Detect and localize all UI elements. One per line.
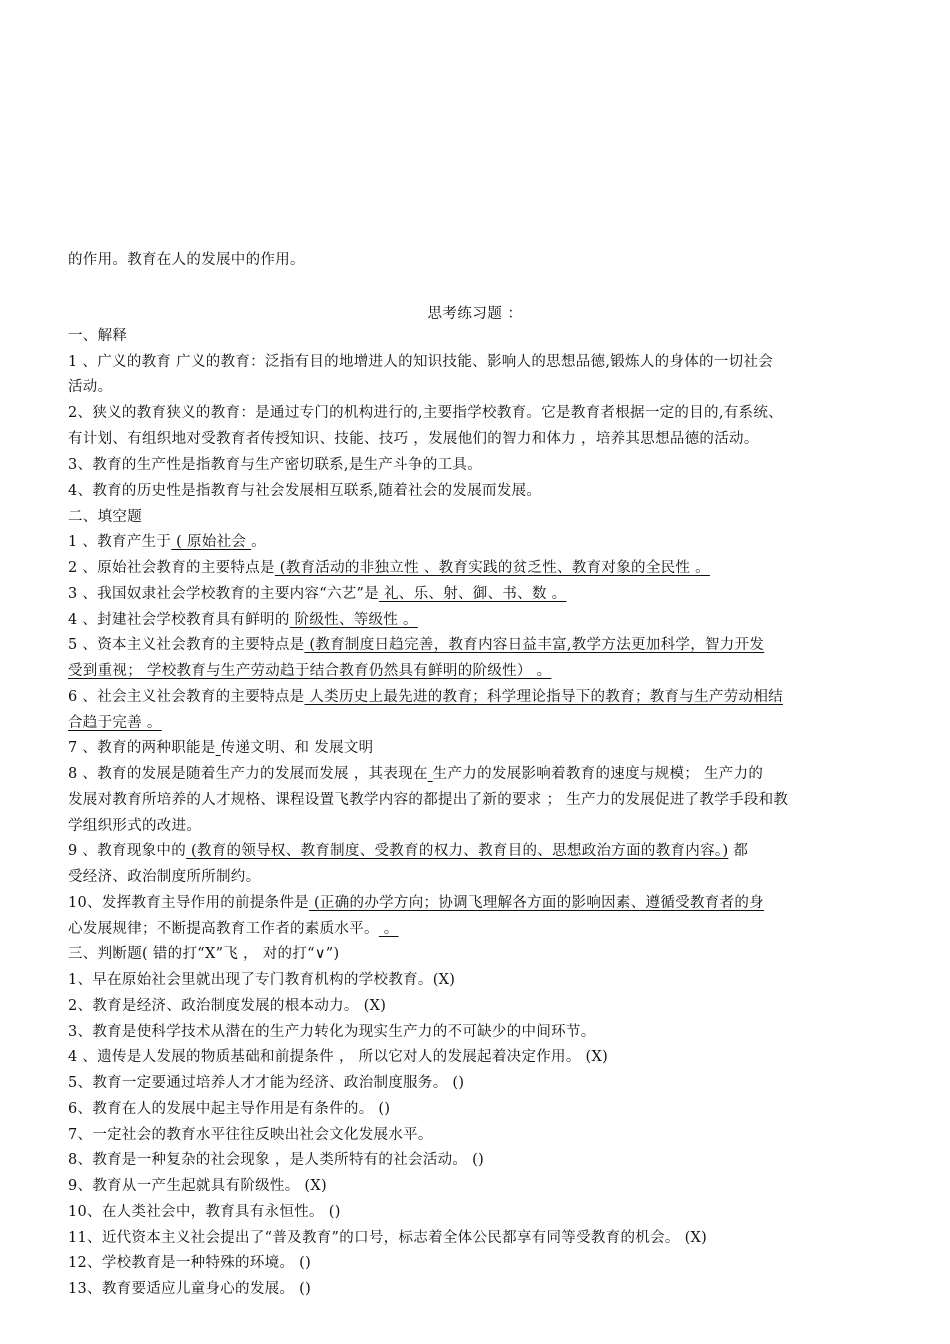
fill-question-5-cont [68,662,888,680]
judge-item: 4 、遗传是人发展的物质基础和前提条件 ， 所以它对人的发展起着决定作用。 (X) [68,1049,609,1065]
judge-item: 3、教育是使科学技术从潜在的生产力转化为现实生产力的不可缺少的中间环节。 [68,1024,596,1040]
judge-item: 1、早在原始社会里就出现了专门教育机构的学校教育。(X) [68,972,456,988]
fill-question-6 [68,688,888,706]
question-text: 9 、教育现象中的 [68,843,187,859]
answer-blank: 合趋于完善 。 [68,715,162,731]
judge-item: 7、一定社会的教育水平往往反映出社会文化发展水平。 [68,1127,433,1143]
answer-blank: (教育的领导权、教育制度、受教育的权力、教育目的、思想政治方面的教育内容。) [186,843,729,859]
definition-1-line-2: 活动。 [68,379,113,395]
fill-question-8-line-2: 发展对教育所培养的人才规格、课程设置飞教学内容的都提出了新的要求 ； 生产力的发展促进了教学手段和教 [68,792,789,808]
answer-blank: 阶级性、等级性 。 [289,612,418,628]
question-text: 8 、教育的发展是随着生产力的发展而发展 ，其表现在 [68,766,428,782]
answer-blank: 礼、乐、射、御、书、数 。 [379,586,567,602]
fill-question-7 [68,739,888,757]
judge-item: 9、教育从一产生起就具有阶级性。 (X) [68,1178,327,1194]
fill-question-8-line-3: 学组织形式的改进。 [68,818,202,834]
judge-item: 2、教育是经济、政治制度发展的根本动力。 (X) [68,998,387,1014]
judge-item: 11、近代资本主义社会提出了“普及教育”的口号，标志着全体公民都享有同等受教育的机会。 (X) [68,1230,708,1246]
judge-item: 6、教育在人的发展中起主导作用是有条件的。 () [68,1101,391,1117]
question-text: 都 [728,843,749,859]
fill-question-2 [68,559,888,577]
question-text: 生产力的发展影响着教育的速度与规模； 生产力的 [432,766,764,782]
definition-2-line-2: 有计划、有组织地对受教育者传授知识、技能、技巧 ，发展他们的智力和体力 ，培养其思想品德的活动。 [68,431,759,447]
fill-question-10-cont [68,920,888,938]
fill-question-1 [68,533,888,551]
fill-question-9 [68,842,888,860]
judge-item: 8、教育是一种复杂的社会现象 ，是人类所特有的社会活动。 () [68,1152,485,1168]
question-text: 10、发挥教育主导作用的前提条件是 [68,895,310,911]
answer-blank: (教育制度日趋完善，教育内容日益丰富,教学方法更加科学，智力开发 [304,637,765,653]
question-text: 3 、我国奴隶社会学校教育的主要内容“六艺”是 [68,586,380,602]
question-text: 心发展规律；不断提高教育工作者的素质水平。 [68,921,379,937]
answer-blank: (正确的办学方向；协调飞理解各方面的影响因素、遵循受教育者的身 [309,895,764,911]
definition-1-line-1: 1 、广义的教育 广义的教育：泛指有目的地增进人的知识技能、影响人的思想品德,锻炼人的身体的一切社会 [68,354,774,370]
definition-2-line-1: 2、狭义的教育狭义的教育：是通过专门的机构进行的,主要指学校教育。它是教育者根据一定的目的,有系统、 [68,405,783,421]
fill-question-8 [68,765,888,783]
answer-blank: (教育活动的非独立性 、教育实践的贫乏性、教育对象的全民性 。 [274,560,710,576]
answer-blank: 受到重视； 学校教育与生产劳动趋于结合教育仍然具有鲜明的阶级性） 。 [68,663,552,679]
question-text: 2 、原始社会教育的主要特点是 [68,560,275,576]
question-text: 6 、社会主义社会教育的主要特点是 [68,689,305,705]
answer-blank: ( 原始社会 [171,534,252,550]
section-heading-fill-blank: 二、填空题 [68,509,142,525]
judge-item: 13、教育要适应儿童身心的发展。 () [68,1281,312,1297]
fill-question-5 [68,636,888,654]
question-text: 4 、封建社会学校教育具有鲜明的 [68,612,290,628]
judge-item: 10、在人类社会中，教育具有永恒性。 () [68,1204,341,1220]
answer-blank: 。 [378,921,399,937]
section-heading-true-false: 三、判断题( 错的打“X”飞 ， 对的打“∨”) [68,946,340,962]
answer-blank: 人类历史上最先进的教育；科学理论指导下的教育；教育与生产劳动相结 [304,689,783,705]
intro-tail: 的作用。教育在人的发展中的作用。 [68,252,305,268]
page-title: 思考练习题 ： [427,306,523,322]
section-heading-definitions: 一、解释 [68,328,128,344]
fill-question-4 [68,611,888,629]
question-text: 。 [251,534,266,550]
question-text: 1 、教育产生于 [68,534,172,550]
definition-3: 3、教育的生产性是指教育与生产密切联系,是生产斗争的工具。 [68,457,483,473]
fill-question-6-cont [68,714,888,732]
judge-item: 5、教育一定要通过培养人才才能为经济、政治制度服务。 () [68,1075,465,1091]
judge-item: 12、学校教育是一种特殊的环境。 () [68,1255,312,1271]
question-text: 5 、资本主义社会教育的主要特点是 [68,637,305,653]
definition-4: 4、教育的历史性是指教育与社会发展相互联系,随着社会的发展而发展。 [68,483,542,499]
question-text: 传递文明、和 发展文明 [220,740,374,756]
fill-question-9-cont: 受经济、政治制度所所制约。 [68,869,261,885]
fill-question-10 [68,894,888,912]
question-text: 7 、教育的两种职能是 [68,740,216,756]
fill-question-3 [68,585,888,603]
